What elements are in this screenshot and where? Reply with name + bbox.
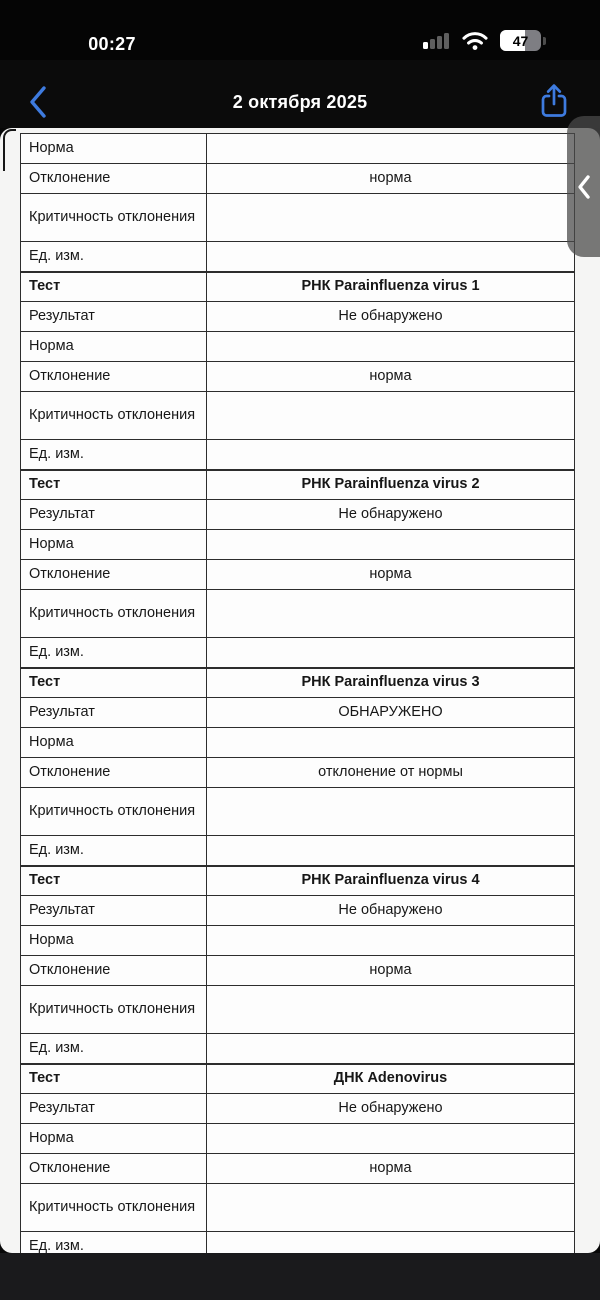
row-label-cell: Норма (21, 530, 207, 560)
table-row (21, 194, 575, 242)
row-label-cell: Результат (21, 896, 207, 926)
row-label-cell: Ед. изм. (21, 242, 207, 272)
row-value-cell: ДНК Adenovirus (207, 1064, 575, 1094)
table-row (21, 788, 575, 836)
table-row (21, 560, 575, 590)
row-label-cell: Критичность отклонения (21, 194, 207, 242)
row-label-cell: Тест (21, 272, 207, 302)
row-label-cell: Отклонение (21, 164, 207, 194)
page-corner-edge (3, 129, 16, 171)
table-row (21, 836, 575, 866)
table-row (21, 758, 575, 788)
row-label-cell: Результат (21, 500, 207, 530)
table-row (21, 698, 575, 728)
status-bar (0, 0, 600, 60)
row-value-cell (207, 440, 575, 470)
row-label-cell: Норма (21, 134, 207, 164)
row-label-cell: Отклонение (21, 362, 207, 392)
row-value-cell: норма (207, 560, 575, 590)
table-row (21, 134, 575, 164)
row-label-cell: Тест (21, 470, 207, 500)
cellular-signal-icon (423, 32, 455, 49)
row-label-cell: Ед. изм. (21, 638, 207, 668)
share-button[interactable] (538, 82, 572, 122)
row-value-cell (207, 242, 575, 272)
row-label-cell: Ед. изм. (21, 440, 207, 470)
row-label-cell: Результат (21, 302, 207, 332)
row-value-cell (207, 530, 575, 560)
row-label-cell: Норма (21, 728, 207, 758)
table-row (21, 530, 575, 560)
row-label-cell: Отклонение (21, 560, 207, 590)
row-value-cell (207, 134, 575, 164)
row-value-cell (207, 728, 575, 758)
row-label-cell: Ед. изм. (21, 1034, 207, 1064)
battery-icon (500, 30, 541, 51)
row-value-cell (207, 926, 575, 956)
row-label-cell: Критичность отклонения (21, 986, 207, 1034)
table-row (21, 1154, 575, 1184)
row-value-cell: Не обнаружено (207, 302, 575, 332)
row-value-cell (207, 638, 575, 668)
table-row (21, 590, 575, 638)
chevron-left-icon (576, 173, 592, 201)
table-row (21, 272, 575, 302)
table-row (21, 638, 575, 668)
row-value-cell: ОБНАРУЖЕНО (207, 698, 575, 728)
page-title: 2 октября 2025 (232, 92, 368, 112)
table-row (21, 866, 575, 896)
row-label-cell: Тест (21, 1064, 207, 1094)
row-label-cell: Норма (21, 1124, 207, 1154)
table-row (21, 332, 575, 362)
table-row (21, 896, 575, 926)
battery-percent: 47 (512, 32, 529, 49)
row-value-cell (207, 194, 575, 242)
table-row (21, 242, 575, 272)
results-table-body (21, 134, 575, 1254)
row-label-cell: Критичность отклонения (21, 1184, 207, 1232)
row-value-cell: отклонение от нормы (207, 758, 575, 788)
table-row (21, 500, 575, 530)
row-label-cell: Ед. изм. (21, 1232, 207, 1254)
row-value-cell (207, 788, 575, 836)
row-value-cell (207, 836, 575, 866)
table-row (21, 470, 575, 500)
table-row (21, 1064, 575, 1094)
table-row (21, 926, 575, 956)
row-label-cell: Ед. изм. (21, 836, 207, 866)
page-scrubber-handle[interactable] (567, 116, 600, 257)
clock: 00:27 (88, 34, 136, 54)
share-icon (538, 82, 570, 120)
table-row (21, 440, 575, 470)
wifi-icon (461, 30, 489, 56)
table-row (21, 668, 575, 698)
battery-nub (543, 37, 546, 45)
row-value-cell: норма (207, 1154, 575, 1184)
table-row (21, 1232, 575, 1254)
row-value-cell (207, 1184, 575, 1232)
table-row (21, 1094, 575, 1124)
table-row (21, 986, 575, 1034)
row-label-cell: Результат (21, 698, 207, 728)
row-value-cell (207, 986, 575, 1034)
row-label-cell: Критичность отклонения (21, 392, 207, 440)
row-value-cell: норма (207, 956, 575, 986)
table-row (21, 728, 575, 758)
table-row (21, 1034, 575, 1064)
row-value-cell (207, 1124, 575, 1154)
row-value-cell (207, 1232, 575, 1254)
table-row (21, 362, 575, 392)
table-row (21, 164, 575, 194)
document-page (0, 128, 600, 1253)
navigation-bar (0, 60, 600, 128)
row-value-cell: Не обнаружено (207, 1094, 575, 1124)
row-label-cell: Результат (21, 1094, 207, 1124)
row-value-cell: Не обнаружено (207, 896, 575, 926)
row-label-cell: Тест (21, 866, 207, 896)
row-value-cell: норма (207, 164, 575, 194)
row-value-cell: РНК Parainfluenza virus 2 (207, 470, 575, 500)
row-label-cell: Отклонение (21, 956, 207, 986)
row-value-cell (207, 332, 575, 362)
row-value-cell: Не обнаружено (207, 500, 575, 530)
table-row (21, 1124, 575, 1154)
row-label-cell: Отклонение (21, 1154, 207, 1184)
results-table (20, 133, 575, 1253)
row-value-cell (207, 392, 575, 440)
row-label-cell: Отклонение (21, 758, 207, 788)
row-value-cell: РНК Parainfluenza virus 3 (207, 668, 575, 698)
bottom-bar (0, 1253, 600, 1300)
table-row (21, 956, 575, 986)
row-value-cell: РНК Parainfluenza virus 1 (207, 272, 575, 302)
table-row (21, 1184, 575, 1232)
row-value-cell (207, 1034, 575, 1064)
row-value-cell (207, 590, 575, 638)
table-row (21, 302, 575, 332)
row-label-cell: Норма (21, 926, 207, 956)
row-value-cell: РНК Parainfluenza virus 4 (207, 866, 575, 896)
row-label-cell: Норма (21, 332, 207, 362)
row-label-cell: Тест (21, 668, 207, 698)
row-label-cell: Критичность отклонения (21, 788, 207, 836)
table-row (21, 392, 575, 440)
row-value-cell: норма (207, 362, 575, 392)
row-label-cell: Критичность отклонения (21, 590, 207, 638)
